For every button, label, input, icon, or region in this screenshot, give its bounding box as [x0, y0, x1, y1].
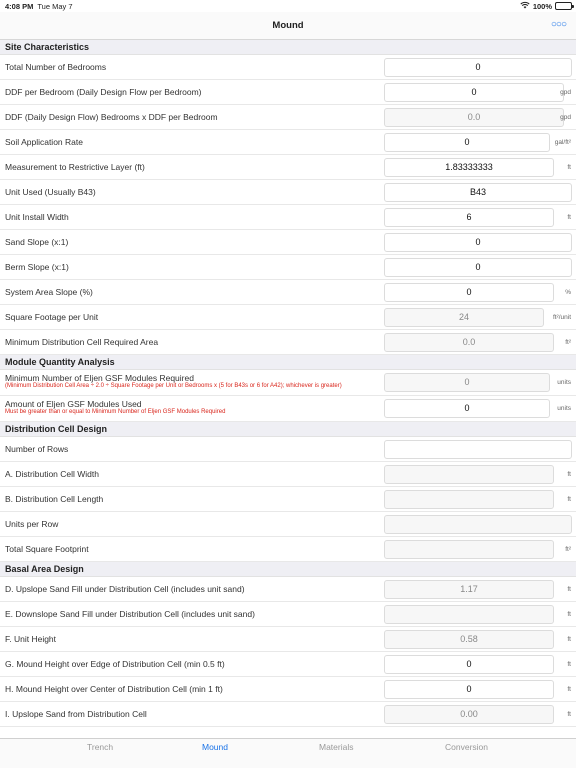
unit-label: gal/ft²: [554, 139, 571, 146]
row-unit-used: [0, 180, 576, 205]
row-label: Measurement to Restrictive Layer (ft): [5, 162, 145, 172]
restrictive-layer-input[interactable]: 1.83333333: [384, 158, 554, 177]
row-label: Berm Slope (x:1): [5, 262, 69, 272]
wifi-icon: [520, 1, 530, 11]
row-label: Unit Used (Usually B43): [5, 187, 96, 197]
status-right: [520, 1, 572, 11]
unit-label: ft: [567, 636, 571, 643]
unit-label: ft: [567, 611, 571, 618]
row-label: I. Upslope Sand from Distribution Cell: [5, 709, 147, 719]
ddf-per-bedroom-input[interactable]: 0: [384, 83, 564, 102]
more-options-icon[interactable]: ○○○: [550, 19, 566, 30]
nav-bar: [0, 12, 576, 40]
unit-label: units: [557, 405, 571, 412]
tab-trench[interactable]: Trench: [87, 742, 114, 752]
row-berm-slope: [0, 255, 576, 280]
row-footprint: [0, 537, 576, 562]
mound-center-input[interactable]: 0: [384, 680, 554, 699]
row-units-per-row: [0, 512, 576, 537]
row-label: Amount of Eljen GSF Modules Used: [5, 399, 142, 409]
unit-label: %: [565, 289, 571, 296]
row-label: Sand Slope (x:1): [5, 237, 69, 247]
row-ddf-total: [0, 105, 576, 130]
row-restrictive-layer: [0, 155, 576, 180]
row-upslope-dist: [0, 702, 576, 727]
unit-label: ft: [567, 661, 571, 668]
tab-materials[interactable]: Materials: [319, 742, 354, 752]
row-label: Square Footage per Unit: [5, 312, 99, 322]
section-site-characteristics: Site Characteristics: [0, 40, 576, 55]
row-label: Units per Row: [5, 519, 59, 529]
form-content[interactable]: [0, 40, 576, 738]
row-install-width: [0, 205, 576, 230]
tab-mound[interactable]: Mound: [202, 742, 228, 752]
row-sand-slope: [0, 230, 576, 255]
unit-label: ft: [567, 164, 571, 171]
unit-label: ft²/unit: [552, 314, 571, 321]
num-rows-input[interactable]: [384, 440, 572, 459]
modules-used-input[interactable]: 0: [384, 399, 550, 418]
row-label: System Area Slope (%): [5, 287, 93, 297]
section-module-quantity: Module Quantity Analysis: [0, 355, 576, 370]
upslope-sand-value: 1.17: [384, 580, 554, 599]
row-label: Minimum Number of Eljen GSF Modules Required: [5, 373, 194, 383]
unit-label: ft: [567, 686, 571, 693]
row-modules-used: [0, 396, 576, 422]
row-note: Must be greater than or equal to Minimum Number of Eljen GSF Modules Required: [5, 409, 226, 415]
row-soil-rate: [0, 130, 576, 155]
status-bar: [0, 0, 576, 12]
row-label: DDF per Bedroom (Daily Design Flow per Bedroom): [5, 87, 202, 97]
row-label: G. Mound Height over Edge of Distribution Cell (min 0.5 ft): [5, 659, 225, 669]
row-label: E. Downslope Sand Fill under Distribution Cell (includes unit sand): [5, 609, 255, 619]
bedrooms-input[interactable]: 0: [384, 58, 572, 77]
row-mound-center: [0, 677, 576, 702]
row-mound-edge: [0, 652, 576, 677]
mound-edge-input[interactable]: 0: [384, 655, 554, 674]
section-basal-area: Basal Area Design: [0, 562, 576, 577]
footprint-value: [384, 540, 554, 559]
min-dist-area-value: 0.0: [384, 333, 554, 352]
units-per-row-value: [384, 515, 572, 534]
row-label: Minimum Distribution Cell Required Area: [5, 337, 159, 347]
row-label: Soil Application Rate: [5, 137, 83, 147]
row-label: Number of Rows: [5, 444, 69, 454]
battery-percent: 100%: [532, 1, 552, 11]
unit-label: units: [557, 379, 571, 386]
sqft-per-unit-value: 24: [384, 308, 544, 327]
unit-label: ft: [567, 586, 571, 593]
row-cell-length: [0, 487, 576, 512]
section-distribution-cell: Distribution Cell Design: [0, 422, 576, 437]
unit-used-input[interactable]: B43: [384, 183, 572, 202]
unit-label: ft: [567, 471, 571, 478]
tab-conversion[interactable]: Conversion: [445, 742, 488, 752]
battery-icon: [555, 2, 572, 10]
unit-label: ft: [567, 496, 571, 503]
tab-bar: [0, 738, 576, 768]
row-label: DDF (Daily Design Flow) Bedrooms x DDF per Bedroom: [5, 112, 218, 122]
unit-height-value: 0.58: [384, 630, 554, 649]
row-unit-height: [0, 627, 576, 652]
downslope-sand-value: [384, 605, 554, 624]
page-title: Mound: [272, 20, 304, 31]
unit-label: ft: [567, 214, 571, 221]
unit-label: ft²: [565, 546, 571, 553]
row-label: A. Distribution Cell Width: [5, 469, 100, 479]
unit-label: ft²: [565, 339, 571, 346]
install-width-input[interactable]: 6: [384, 208, 554, 227]
row-min-dist-area: [0, 330, 576, 355]
row-label: Total Number of Bedrooms: [5, 62, 107, 72]
unit-label: ft: [567, 711, 571, 718]
row-ddf-per-bedroom: [0, 80, 576, 105]
row-sqft-per-unit: [0, 305, 576, 330]
row-bedrooms: [0, 55, 576, 80]
row-system-slope: [0, 280, 576, 305]
row-label: Total Square Footprint: [5, 544, 89, 554]
row-label: D. Upslope Sand Fill under Distribution Cell (includes unit sand): [5, 584, 245, 594]
soil-rate-input[interactable]: 0: [384, 133, 550, 152]
row-cell-width: [0, 462, 576, 487]
min-modules-value: 0: [384, 373, 550, 392]
berm-slope-input[interactable]: 0: [384, 258, 572, 277]
system-slope-input[interactable]: 0: [384, 283, 554, 302]
cell-length-value: [384, 490, 554, 509]
row-note: (Minimum Distribution Cell Area ÷ 2.0 ÷ Square Footage per Unit or Bedrooms x (5 for B43s or 6 for A42); whichever is greater): [5, 383, 342, 389]
row-label: H. Mound Height over Center of Distribution Cell (min 1 ft): [5, 684, 223, 694]
sand-slope-input[interactable]: 0: [384, 233, 572, 252]
row-label: B. Distribution Cell Length: [5, 494, 104, 504]
unit-label: gpd: [560, 89, 571, 96]
row-min-modules: [0, 370, 576, 396]
cell-width-value: [384, 465, 554, 484]
row-downslope-sand: [0, 602, 576, 627]
unit-label: gpd: [560, 114, 571, 121]
status-time: 4:08 PM: [5, 2, 34, 11]
status-date: Tue May 7: [37, 2, 73, 11]
row-label: Unit Install Width: [5, 212, 69, 222]
row-label: F. Unit Height: [5, 634, 57, 644]
status-time-date: [5, 2, 73, 11]
ddf-total-value: 0.0: [384, 108, 564, 127]
row-num-rows: [0, 437, 576, 462]
row-upslope-sand: [0, 577, 576, 602]
upslope-dist-value: 0.00: [384, 705, 554, 724]
